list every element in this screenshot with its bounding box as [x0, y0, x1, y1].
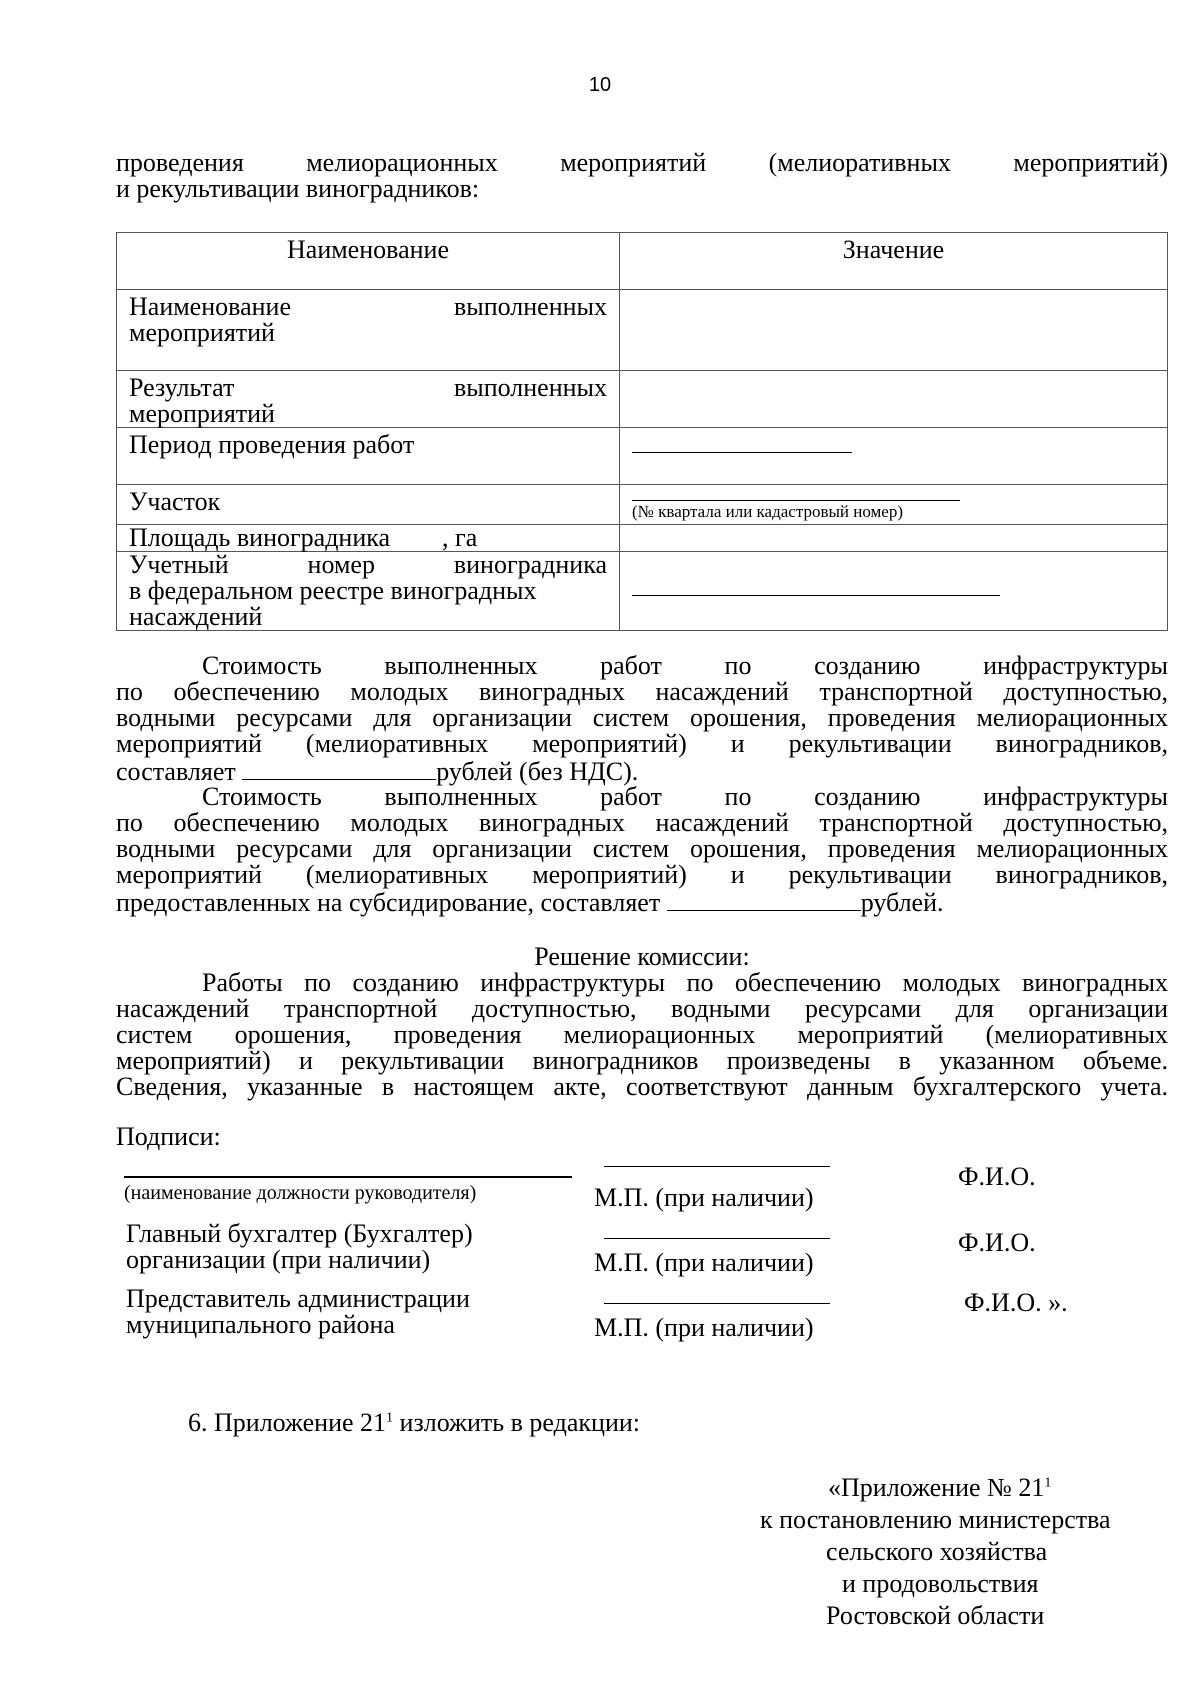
mp-label: М.П. (при наличии) [594, 1313, 814, 1342]
table-header-row [117, 233, 1168, 290]
intro-line-2: и рекультивации виноградников: [116, 174, 480, 203]
para1-last-line [116, 757, 638, 785]
row-label-cell [117, 428, 620, 485]
table-row [117, 552, 1168, 631]
appendix-title [828, 1472, 1200, 1504]
position-blank-line[interactable] [124, 1176, 572, 1178]
position-caption: (наименование должности руководителя) [124, 1182, 477, 1204]
row-label-cell [117, 371, 620, 428]
act-table [116, 232, 1168, 631]
registry-blank-line [632, 595, 1000, 596]
intro-word: мероприятий) [1013, 148, 1168, 177]
plot-hint: (№ квартала или кадастровый номер) [632, 502, 904, 521]
para2-line: водными ресурсами для организации систем орошения, проведения мелиорационных [116, 834, 1168, 863]
fio-label: Ф.И.О. [958, 1162, 1036, 1191]
table-row [117, 371, 1168, 428]
signer-role: Главный бухгалтер (Бухгалтер) [126, 1219, 473, 1248]
appendix-line: сельского хозяйства [826, 1537, 1048, 1566]
row-value-cell[interactable] [620, 290, 1168, 371]
row-label-cell [117, 485, 620, 525]
para2-text: рублей. [860, 888, 944, 917]
intro-word: проведения [116, 148, 244, 177]
signer-role: муниципального района [126, 1310, 395, 1339]
row-label: Период проведения работ [129, 430, 415, 459]
para1-first-line: Стоимость выполненных работ по созданию инфраструктуры [202, 651, 1168, 680]
fio-label: Ф.И.О. [958, 1228, 1036, 1257]
header-name-cell [117, 233, 620, 290]
appendix-block [700, 1472, 1200, 1632]
row-label: в федеральном реестре виноградных [129, 576, 537, 605]
row-label: Результат [129, 373, 235, 402]
decision-line: Сведения, указанные в настоящем акте, соответствуют данным бухгалтерского учета. [116, 1072, 1168, 1101]
decision-title: Решение комиссии: [534, 942, 750, 971]
decision-first-line: Работы по созданию инфраструктуры по обеспечению молодых виноградных [202, 968, 1168, 997]
mp-label: М.П. (при наличии) [594, 1183, 814, 1212]
para2-last-line [116, 888, 944, 916]
signer-role: Представитель администрации [126, 1284, 470, 1313]
row-label: Участок [129, 487, 221, 516]
amount-blank-1[interactable] [242, 757, 436, 780]
row-label: мероприятий [129, 399, 275, 428]
appendix-line: к постановлению министерства [760, 1505, 1111, 1534]
row-label: Наименование [129, 292, 291, 321]
signer-role: организации (при наличии) [126, 1245, 431, 1274]
appendix-title-text: «Приложение № 21 [828, 1473, 1045, 1502]
page-number: 10 [588, 74, 612, 96]
area-value-cell[interactable] [620, 525, 1168, 552]
para2-line: по обеспечению молодых виноградных насаждений транспортной доступностью, [116, 808, 1168, 837]
para1-text: рублей (без НДС). [436, 757, 639, 786]
fio-label: Ф.И.О. ». [964, 1288, 1068, 1317]
mp-label: М.П. (при наличии) [594, 1248, 814, 1277]
appendix-line: Ростовской области [826, 1601, 1045, 1630]
header-value: Значение [842, 235, 945, 264]
signatures-title: Подписи: [116, 1122, 221, 1151]
row-label: насаждений [129, 602, 263, 631]
row-label: мероприятий [129, 318, 275, 347]
para1-line: по обеспечению молодых виноградных насаждений транспортной доступностью, [116, 677, 1168, 706]
row-label: Учетный номер виноградника [129, 550, 607, 579]
item-6-text: изложить в редакции: [393, 1408, 640, 1437]
signature-blank-2[interactable] [604, 1238, 830, 1239]
appendix-line: и продовольствия [842, 1569, 1039, 1598]
para2-first-line: Стоимость выполненных работ по созданию инфраструктуры [202, 782, 1168, 811]
intro-word: мелиорационных [306, 148, 498, 177]
item-6 [188, 1410, 640, 1436]
period-value-cell[interactable] [620, 428, 1168, 485]
para1-line: водными ресурсами для организации систем орошения, проведения мелиорационных [116, 703, 1168, 732]
registry-value-cell[interactable] [620, 552, 1168, 631]
row-label-cell [117, 552, 620, 631]
para1-text: составляет [116, 757, 236, 786]
signature-blank-3[interactable] [604, 1303, 830, 1304]
row-label-cell [117, 290, 620, 371]
table-row [117, 525, 1168, 552]
item-6-text: 6. Приложение 21 [188, 1408, 387, 1437]
intro-line-1 [116, 150, 1168, 176]
period-blank-line [632, 452, 852, 453]
appendix-sup: 1 [1044, 1475, 1052, 1491]
decision-line: насаждений транспортной доступностью, водными ресурсами для организации [116, 994, 1168, 1023]
header-value-cell [620, 233, 1168, 290]
para1-line: мероприятий (мелиоративных мероприятий) и рекультивации виноградников, [116, 729, 1168, 758]
row-label: выполненных [453, 292, 607, 321]
decision-line: мероприятий) и рекультивации виноградников произведены в указанном объеме. [116, 1046, 1168, 1075]
table-row [117, 290, 1168, 371]
row-label: Площадь виноградника [129, 523, 391, 552]
plot-value-cell[interactable] [620, 485, 1168, 525]
table-row [117, 428, 1168, 485]
para2-line: мероприятий (мелиоративных мероприятий) и рекультивации виноградников, [116, 860, 1168, 889]
amount-blank-2[interactable] [667, 888, 861, 911]
intro-word: (мелиоративных [768, 148, 951, 177]
row-label: выполненных [453, 373, 607, 402]
row-label-cell [117, 525, 620, 552]
row-unit: , га [442, 523, 478, 552]
table-row [117, 485, 1168, 525]
plot-blank-line [632, 500, 960, 501]
item-6-sup: 1 [386, 1410, 394, 1426]
row-value-cell[interactable] [620, 371, 1168, 428]
signature-blank-1[interactable] [604, 1166, 830, 1167]
header-name: Наименование [287, 235, 449, 264]
intro-word: мероприятий [560, 148, 707, 177]
para2-text: предоставленных на субсидирование, составляет [116, 888, 661, 917]
decision-line: систем орошения, проведения мелиорационных мероприятий (мелиоративных [116, 1020, 1168, 1049]
